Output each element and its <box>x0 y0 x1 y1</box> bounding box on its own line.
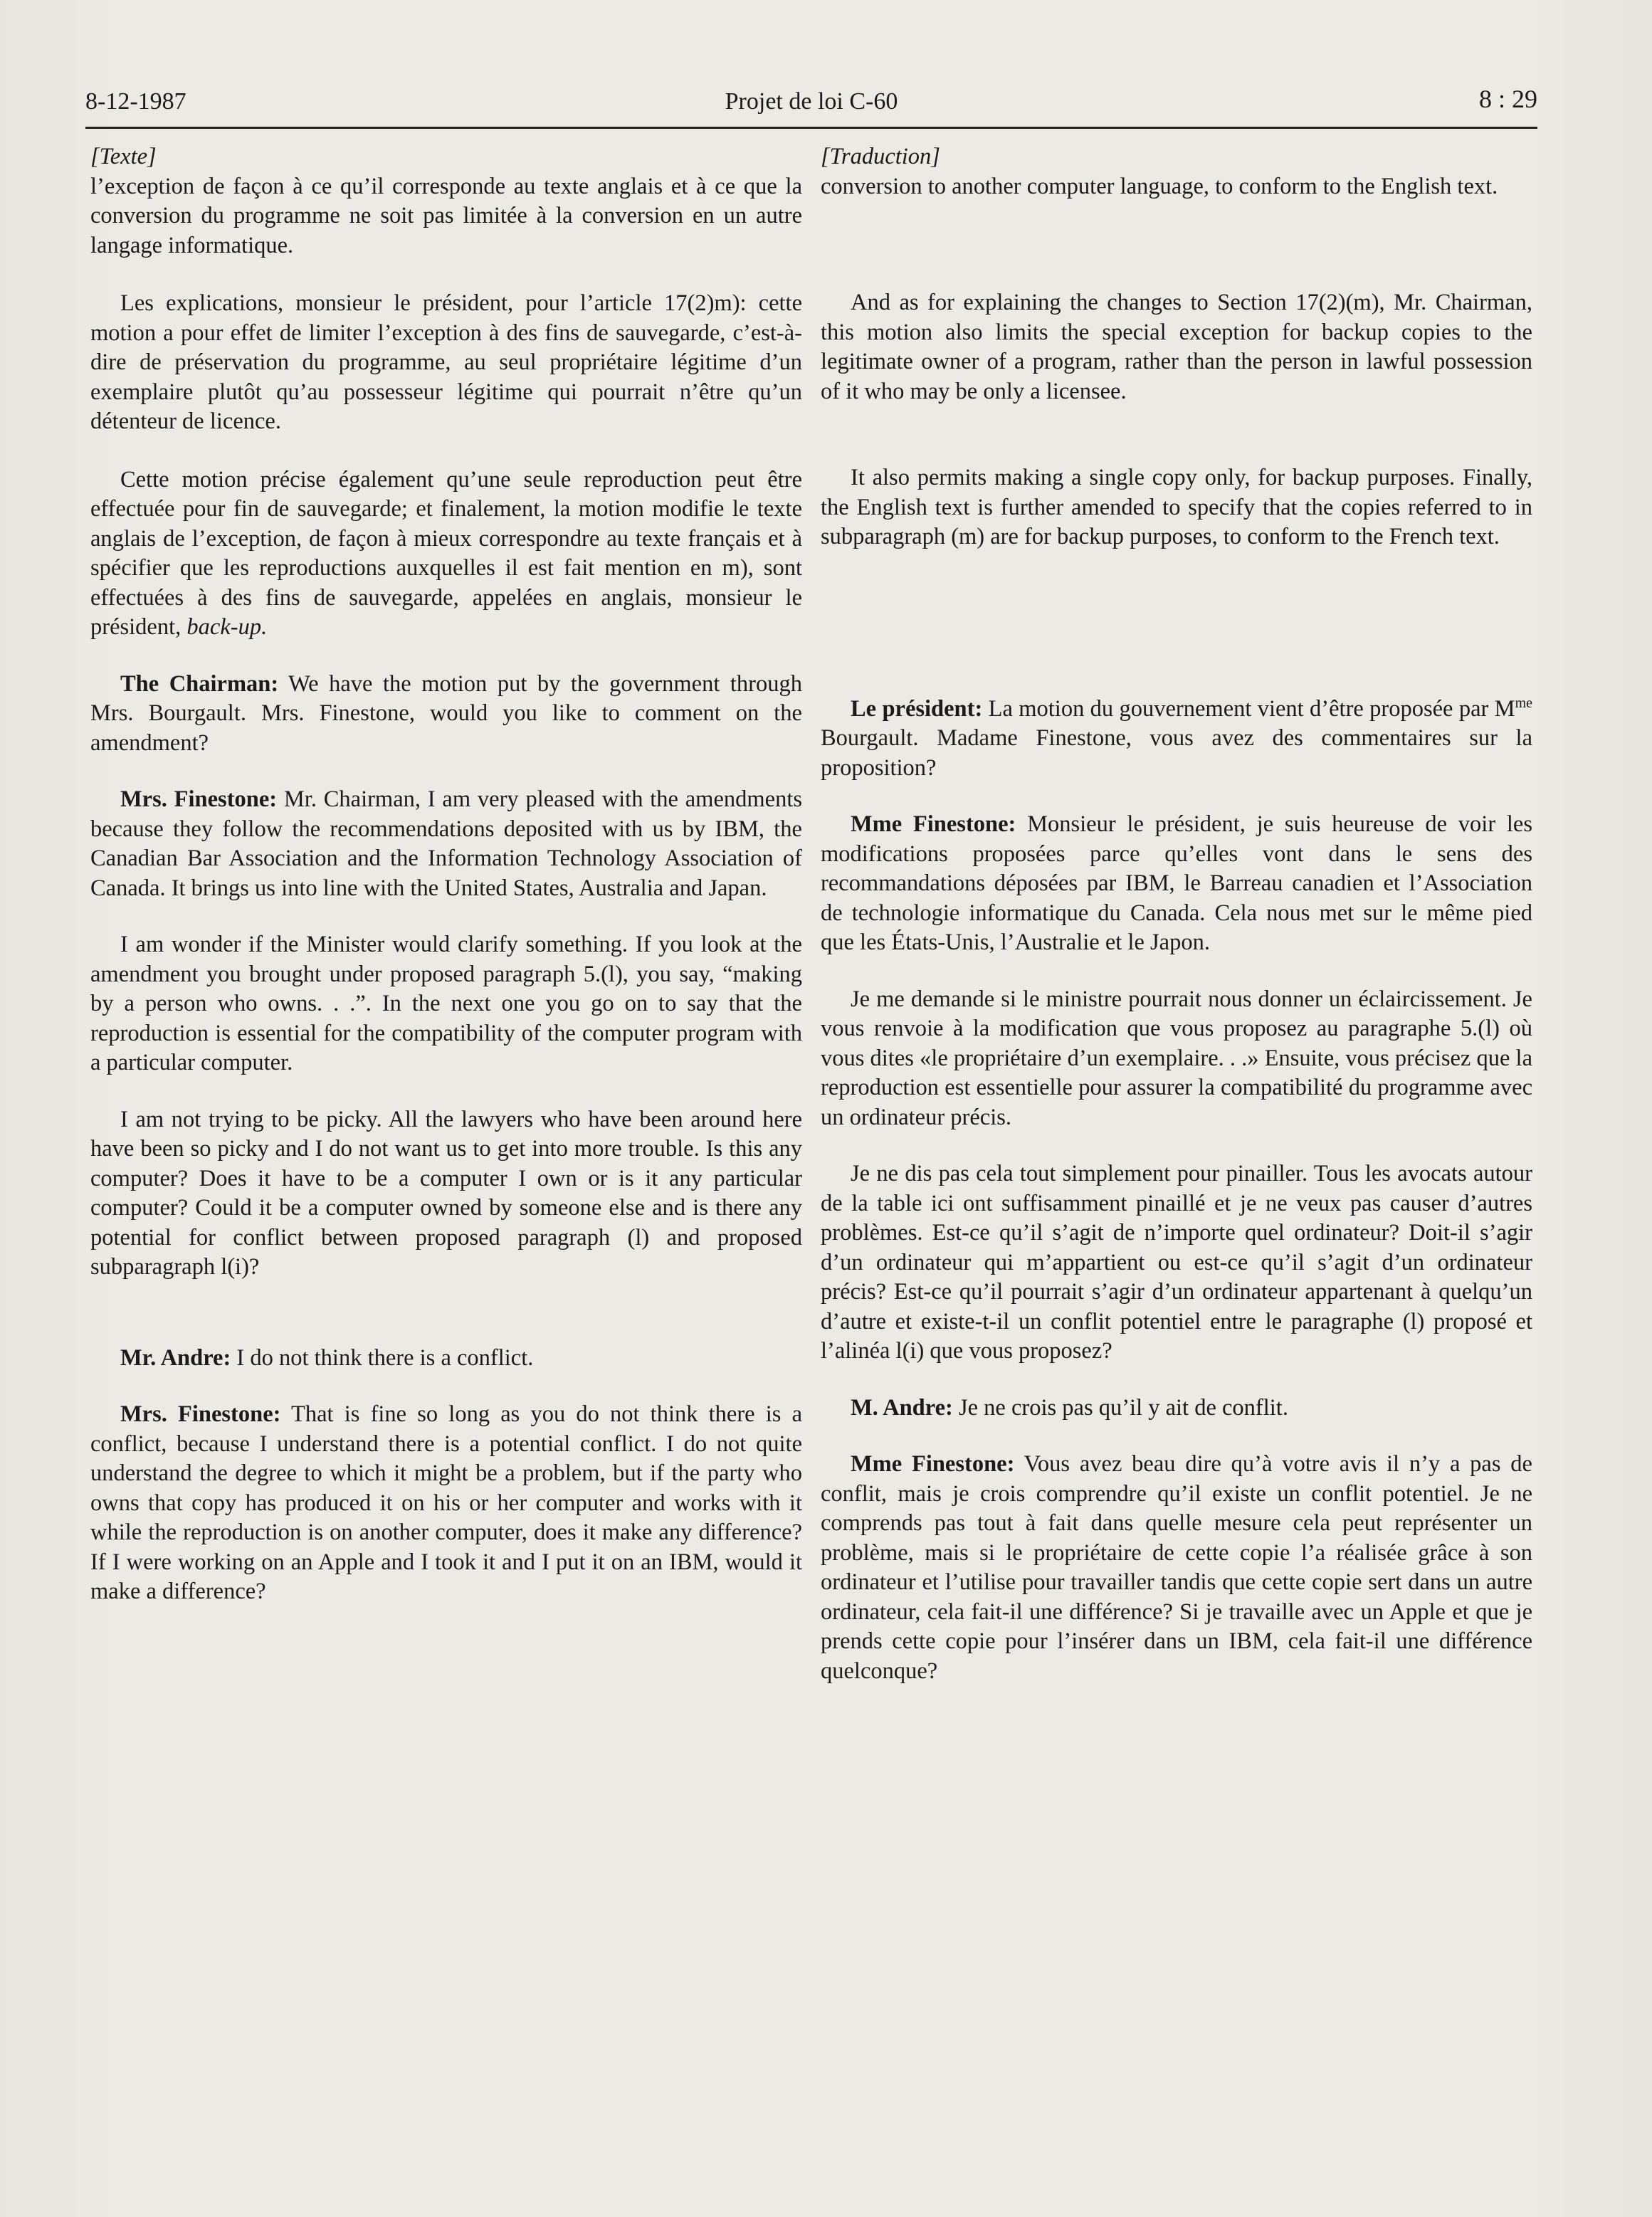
paragraph: I am not trying to be picky. All the lawyers who have been around here have been so picky and I do not want us to get into more trouble. Is this any computer? Does it have to be a computer I own or is it any particular computer? Could it be a computer owned by someone else and is there any potential for conflict between proposed paragraph (l) and proposed subparagraph l(i)? <box>90 1106 802 1280</box>
speaker-name: Le président: <box>851 695 983 722</box>
paragraph: It also permits making a single copy only, for backup purposes. Finally, the English text is further amended to specify that the copies referred to in subparagraph (m) are for backup purposes, to conform to the French text. <box>821 465 1532 549</box>
speaker-paragraph: Mrs. Finestone: Mr. Chairman, I am very pleased with the amendments because they follow the recommendations deposited with us by IBM, the Canadian Bar Association and the Information Technology Association of Canada. It brings us into line with the United States, Australia and Japan. <box>90 786 803 901</box>
paragraph: Je ne dis pas cela tout simplement pour pinailler. Tous les avocats autour de la table ici ont suffisamment pinaillé et je ne veux pas causer d’autres problèmes. Est-ce qu’il s’agit de n’importe quel ordinateur? Doit-il s’agir d’un ordinateur qui m’appartient ou est-ce qu’il s’agit d’un ordinateur précis? Est-ce qu’il pourrait s’agir d’un ordinateur appartenant à quelqu’un d’autre et existe-t-il un conflit potentiel entre le paragraphe (l) proposé et l’alinéa l(i) que vous proposez? <box>821 1161 1532 1364</box>
header-title: Projet de loi C-60 <box>725 88 898 115</box>
paragraph: Cette motion précise également qu’une seule reproduction peut être effectuée pour fin de sauvegarde; et finalement, la motion modifie le texte anglais de l’exception, de façon à mieux correspondre au texte français et à spécifier que les reproductions auxquelles il est fait mention en m), sont effectuées à des fins de sauvegarde, appelées en anglais, monsieur le président, back-up. <box>90 466 802 640</box>
right-column <box>821 142 1532 1686</box>
page-header <box>85 84 1537 129</box>
paragraph: conversion to another computer language, to conform to the English text. <box>821 173 1498 199</box>
speaker-paragraph: Mrs. Finestone: That is fine so long as you do not think there is a conflict, because I understand there is a potential conflict. I do not quite understand the degree to which it might be a problem, but if the party who owns that copy has produced it on his or her computer and works with it while the reproduction is on another computer, does it make any difference? If I were working on an Apple and I took it and I put it on an IBM, would it make a difference? <box>90 1401 802 1604</box>
italic-term: back-up. <box>186 614 268 640</box>
speaker-name: M. Andre: <box>851 1394 953 1421</box>
speaker-paragraph: Mme Finestone: Monsieur le président, je suis heureuse de voir les modifications proposées parce qu’elles vont dans le sens des recommandations déposées par IBM, le Barreau canadien et l’Association de technologie informatique du Canada. Cela nous met sur le même pied que les États-Unis, l’Australie et le Japon. <box>821 811 1532 955</box>
speaker-paragraph: Le président: La motion du gouvernement vient d’être proposée par $M^{me}$ Bourgault. Madame Finestone, vous avez des commentaires sur la proposition? <box>821 695 1532 781</box>
column-label-traduction: [Traduction] <box>821 144 940 169</box>
paragraph: I am wonder if the Minister would clarify something. If you look at the amendment you brought under proposed paragraph 5.(l), you say, “making by a person who owns. . .”. In the next one you go on to say that the reproduction is essential for the compatibility of the computer program with a particular computer. <box>90 932 802 1075</box>
left-column <box>90 142 802 1607</box>
paragraph: Je me demande si le ministre pourrait nous donner un éclaircissement. Je vous renvoie à la modification que vous proposez au paragraphe 5.(l) où vous dites «le propriétaire d’un exemplaire. . .» Ensuite, vous précisez que la reproduction est essentielle pour assurer la compatibilité du programme avec un ordinateur précis. <box>821 986 1532 1130</box>
speaker-paragraph: Mr. Andre: I do not think there is a conflict. <box>120 1344 534 1371</box>
speaker-name: Mme Finestone: <box>851 811 1016 837</box>
paragraph: l’exception de façon à ce qu’il corresponde au texte anglais et à ce que la conversion du programme ne soit pas limitée à la conversion en un autre langage informatique. <box>90 173 802 258</box>
speaker-name: Mme Finestone: <box>851 1451 1015 1477</box>
speaker-paragraph: M. Andre: Je ne crois pas qu’il y ait de conflit. <box>851 1394 1288 1421</box>
paragraph: Les explications, monsieur le président, pour l’article 17(2)m): cette motion a pour effet de limiter l’exception à des fins de sauvegarde, c’est-à-dire de préservation du programme, au seul propriétaire légitime d’un exemplaire plutôt qu’au possesseur légitime qui pourrait n’être qu’un détenteur de licence. <box>90 290 802 434</box>
speaker-name: The Chairman: <box>120 670 279 697</box>
speaker-name: Mrs. Finestone: <box>120 1401 281 1427</box>
column-label-texte: [Texte] <box>90 144 157 169</box>
speaker-name: Mr. Andre: <box>120 1344 231 1371</box>
speaker-paragraph: The Chairman: We have the motion put by the government through Mrs. Bourgault. Mrs. Finestone, would you like to comment on the amendment? <box>90 670 802 756</box>
header-date: 8-12-1987 <box>85 88 186 115</box>
header-page-number: 8 : 29 <box>1478 85 1537 113</box>
paragraph: And as for explaining the changes to Section 17(2)(m), Mr. Chairman, this motion also limits the special exception for backup copies to the legitimate owner of a program, rather than the person in lawful possession of it who may be only a licensee. <box>821 290 1532 404</box>
speaker-paragraph: Mme Finestone: Vous avez beau dire qu’à votre avis il n’y a pas de conflit, mais je crois comprendre qu’il existe un conflit potentiel. Je ne comprends pas tout à fait dans quelle mesure cela peut représenter un problème, mais si le propriétaire de cette copie l’a réalisée grâce à son ordinateur et l’utilise pour travailler tandis que cette copie sert dans un autre ordinateur, cela fait-il une différence? Si je travaille avec un Apple et que je prends cette copie pour l’insérer dans un IBM, cela fait-il une différence quelconque? <box>821 1451 1532 1684</box>
speaker-name: Mrs. Finestone: <box>120 786 278 812</box>
